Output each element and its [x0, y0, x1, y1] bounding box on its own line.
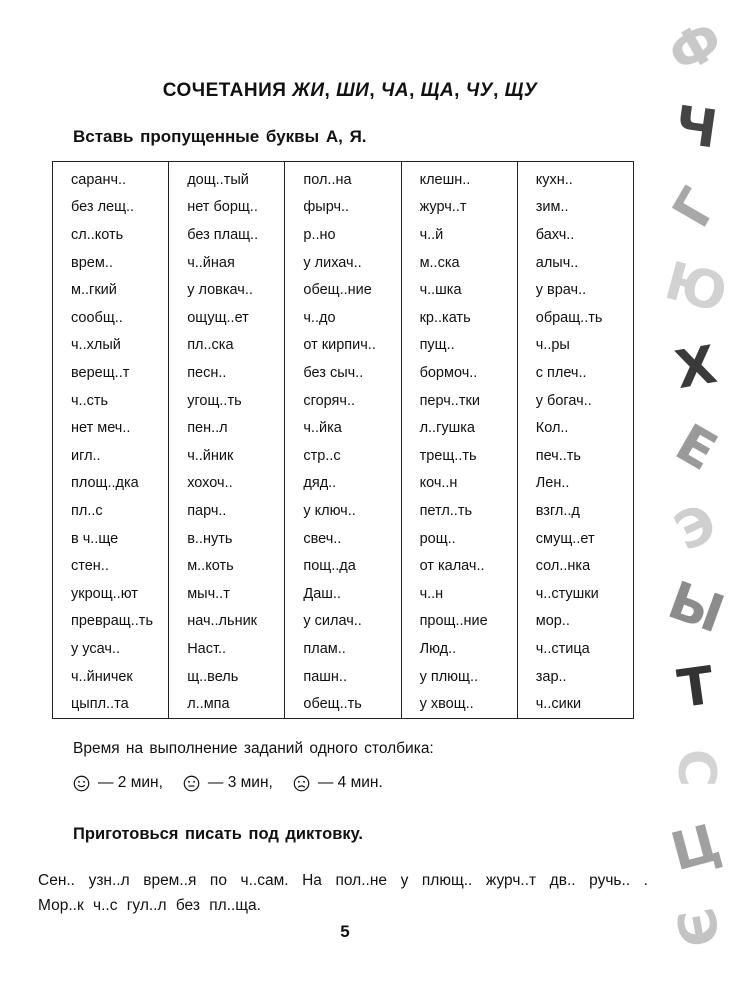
- word-cell: цыпл..та: [53, 690, 169, 718]
- word-cell: Люд..: [401, 635, 517, 663]
- word-cell: ч..хлый: [53, 332, 169, 360]
- time-note: Время на выполнение заданий одного столбика:: [73, 740, 434, 757]
- word-cell: стр..с: [285, 442, 401, 470]
- word-cell: у ключ..: [285, 497, 401, 525]
- word-cell: у лихач..: [285, 249, 401, 277]
- word-cell: у силач..: [285, 608, 401, 636]
- word-cell: превращ..ть: [53, 608, 169, 636]
- table-row: [53, 608, 634, 636]
- word-cell: укрощ..ют: [53, 580, 169, 608]
- table-row: [53, 359, 634, 387]
- word-cell: сообщ..: [53, 304, 169, 332]
- decorative-letter-icon: Ы: [660, 570, 732, 646]
- title-combo: ШИ: [336, 80, 370, 101]
- word-cell: игл..: [53, 442, 169, 470]
- table-row: [53, 276, 634, 304]
- word-cell: журч..т: [401, 194, 517, 222]
- word-cell: от кирпич..: [285, 332, 401, 360]
- title-combo: ЧУ: [465, 80, 494, 101]
- word-cell: ч..шка: [401, 276, 517, 304]
- word-cell: нет борщ..: [169, 194, 285, 222]
- title-combo: ЧА: [380, 80, 410, 101]
- word-cell: ч..й: [401, 221, 517, 249]
- word-cell: у плющ..: [401, 663, 517, 691]
- word-cell: нет меч..: [53, 414, 169, 442]
- table-row: [53, 663, 634, 691]
- word-cell: у врач..: [517, 276, 633, 304]
- word-cell: щ..вель: [169, 663, 285, 691]
- word-cell: нач..льник: [169, 608, 285, 636]
- page-title: СОЧЕТАНИЯ ЖИ, ШИ, ЧА, ЩА, ЧУ, ЩУ: [162, 80, 538, 101]
- decorative-letter-icon: Ф: [658, 9, 734, 87]
- decorative-letter-icon: Ю: [658, 251, 734, 325]
- decorative-letter-icon: Ц: [664, 812, 728, 884]
- word-cell: ч..до: [285, 304, 401, 332]
- table-row: [53, 249, 634, 277]
- word-cell: хохоч..: [169, 470, 285, 498]
- word-cell: коч..н: [401, 470, 517, 498]
- word-cell: л..гушка: [401, 414, 517, 442]
- smile-face-icon: [73, 775, 90, 792]
- word-cell: прощ..ние: [401, 608, 517, 636]
- title-combo: ЖИ: [292, 80, 325, 101]
- word-cell: в..нуть: [169, 525, 285, 553]
- word-cell: обращ..ть: [517, 304, 633, 332]
- word-cell: от калач..: [401, 552, 517, 580]
- word-cell: бормоч..: [401, 359, 517, 387]
- score-value: — 4 мин.: [317, 774, 383, 791]
- decorative-letter-icon: Ч: [671, 95, 721, 161]
- word-cell: рощ..: [401, 525, 517, 553]
- neutral-face-icon: [183, 775, 200, 792]
- table-row: [53, 332, 634, 360]
- table-row: [53, 470, 634, 498]
- table-row: [53, 525, 634, 553]
- word-cell: фырч..: [285, 194, 401, 222]
- word-cell: ч..стица: [517, 635, 633, 663]
- word-cell: пущ..: [401, 332, 517, 360]
- word-cell: дощ..тый: [169, 162, 285, 194]
- word-cell: смущ..ет: [517, 525, 633, 553]
- table-row: [53, 304, 634, 332]
- task-instruction: Вставь пропущенные буквы А, Я.: [73, 127, 367, 146]
- table-row: [53, 414, 634, 442]
- decorative-letter-icon: Э: [663, 903, 729, 952]
- word-cell: обещ..ние: [285, 276, 401, 304]
- word-cell: песн..: [169, 359, 285, 387]
- dictation-text: Сен.. узн..л врем..я по ч..сам. На пол..не у плющ.. журч..т дв.. ручь.. . Мор..к ч..с гул..л без пл..ща.: [38, 872, 648, 914]
- word-cell: в ч..ще: [53, 525, 169, 553]
- decorative-letter-icon: Э: [666, 492, 726, 564]
- word-cell: сол..нка: [517, 552, 633, 580]
- word-cell: зар..: [517, 663, 633, 691]
- page-number: 5: [340, 922, 350, 941]
- word-cell: пашн..: [285, 663, 401, 691]
- word-cell: мор..: [517, 608, 633, 636]
- word-cell: пол..на: [285, 162, 401, 194]
- word-cell: пощ..да: [285, 552, 401, 580]
- word-cell: сгоряч..: [285, 387, 401, 415]
- title-combo: ЩУ: [504, 80, 538, 101]
- title-combo: ЩА: [420, 80, 455, 101]
- word-table: [52, 161, 634, 719]
- word-cell: пл..ска: [169, 332, 285, 360]
- word-cell: верещ..т: [53, 359, 169, 387]
- word-cell: взгл..д: [517, 497, 633, 525]
- decorative-letter-icon: С: [666, 748, 726, 788]
- word-cell: Наст..: [169, 635, 285, 663]
- word-cell: бахч..: [517, 221, 633, 249]
- table-row: [53, 690, 634, 718]
- word-cell: ч..сть: [53, 387, 169, 415]
- title-prefix: СОЧЕТАНИЯ: [162, 80, 293, 101]
- word-cell: ч..сики: [517, 690, 633, 718]
- word-cell: печ..ть: [517, 442, 633, 470]
- table-row: [53, 162, 634, 194]
- word-cell: ч..йник: [169, 442, 285, 470]
- word-cell: у богач..: [517, 387, 633, 415]
- word-cell: врем..: [53, 249, 169, 277]
- word-cell: плам..: [285, 635, 401, 663]
- word-cell: ч..ры: [517, 332, 633, 360]
- word-cell: ч..н: [401, 580, 517, 608]
- decorative-letter-strip: [650, 9, 742, 1001]
- word-cell: с плеч..: [517, 359, 633, 387]
- word-cell: сл..коть: [53, 221, 169, 249]
- word-cell: ч..стушки: [517, 580, 633, 608]
- word-cell: обещ..ть: [285, 690, 401, 718]
- word-cell: без сыч..: [285, 359, 401, 387]
- table-row: [53, 442, 634, 470]
- word-cell: Лен..: [517, 470, 633, 498]
- word-cell: ч..йничек: [53, 663, 169, 691]
- word-cell: м..гкий: [53, 276, 169, 304]
- table-row: [53, 580, 634, 608]
- table-row: [53, 635, 634, 663]
- word-cell: м..коть: [169, 552, 285, 580]
- word-cell: клешн..: [401, 162, 517, 194]
- word-cell: свеч..: [285, 525, 401, 553]
- word-cell: л..мпа: [169, 690, 285, 718]
- word-cell: саранч..: [53, 162, 169, 194]
- word-cell: мыч..т: [169, 580, 285, 608]
- decorative-letter-icon: Г: [661, 178, 731, 238]
- word-cell: пен..л: [169, 414, 285, 442]
- word-cell: стен..: [53, 552, 169, 580]
- word-cell: угощ..ть: [169, 387, 285, 415]
- score-value: — 3 мин,: [207, 774, 273, 791]
- word-cell: у хвощ..: [401, 690, 517, 718]
- decorative-letter-icon: Е: [665, 413, 727, 483]
- time-scores: [73, 774, 403, 792]
- score-value: — 2 мин,: [98, 774, 163, 791]
- word-cell: ощущ..ет: [169, 304, 285, 332]
- word-cell: пл..с: [53, 497, 169, 525]
- word-cell: без лещ..: [53, 194, 169, 222]
- table-row: [53, 194, 634, 222]
- word-cell: площ..дка: [53, 470, 169, 498]
- word-cell: алыч..: [517, 249, 633, 277]
- word-cell: петл..ть: [401, 497, 517, 525]
- word-cell: р..но: [285, 221, 401, 249]
- word-cell: дяд..: [285, 470, 401, 498]
- table-row: [53, 387, 634, 415]
- word-cell: м..ска: [401, 249, 517, 277]
- dictation-heading: Приготовься писать под диктовку.: [73, 825, 363, 843]
- table-row: [53, 497, 634, 525]
- table-row: [53, 221, 634, 249]
- word-cell: у ловкач..: [169, 276, 285, 304]
- word-cell: ч..йка: [285, 414, 401, 442]
- word-cell: Даш..: [285, 580, 401, 608]
- word-cell: без плащ..: [169, 221, 285, 249]
- word-cell: парч..: [169, 497, 285, 525]
- decorative-letter-icon: Х: [671, 334, 721, 402]
- word-cell: трещ..ть: [401, 442, 517, 470]
- word-cell: перч..тки: [401, 387, 517, 415]
- word-cell: Кол..: [517, 414, 633, 442]
- word-cell: кухн..: [517, 162, 633, 194]
- decorative-letter-icon: Т: [674, 655, 718, 721]
- word-cell: кр..кать: [401, 304, 517, 332]
- word-cell: ч..йная: [169, 249, 285, 277]
- sad-face-icon: [293, 775, 310, 792]
- word-cell: у усач..: [53, 635, 169, 663]
- table-row: [53, 552, 634, 580]
- word-cell: зим..: [517, 194, 633, 222]
